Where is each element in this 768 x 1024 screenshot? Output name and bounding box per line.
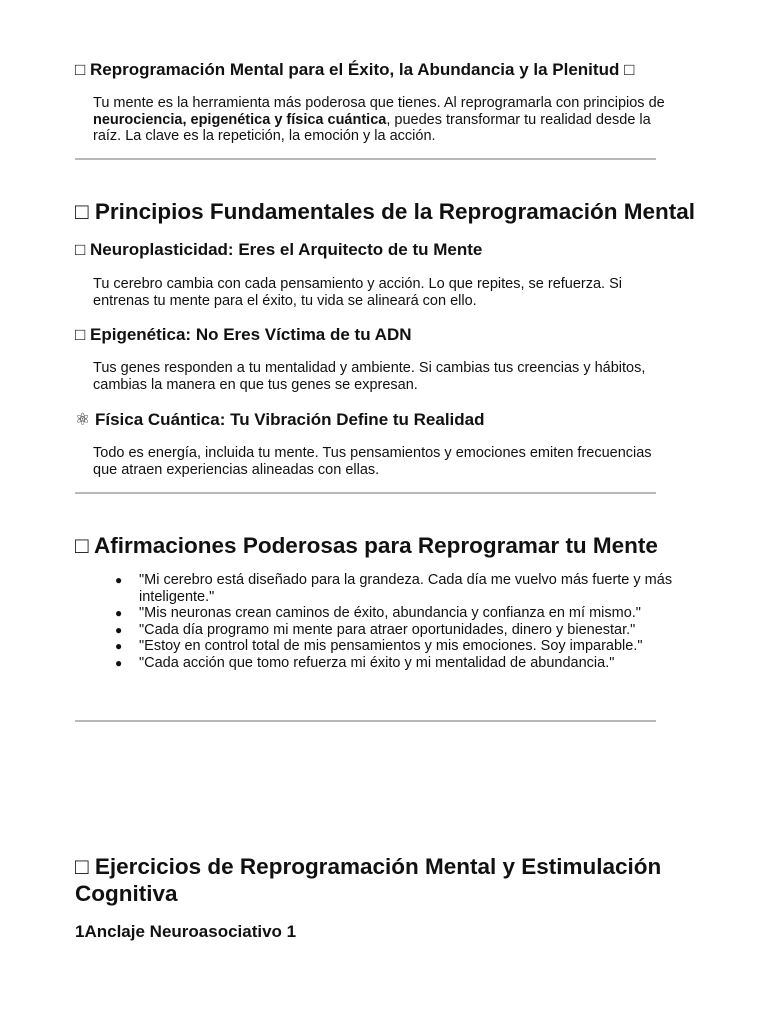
principle-title-text: Neuroplasticidad: Eres el Arquitecto de tu Mente bbox=[90, 240, 483, 259]
list-item bbox=[115, 572, 684, 605]
number-one-icon: 1 bbox=[75, 922, 85, 941]
list-item-text: "Cada acción que tomo refuerza mi éxito y mi mentalidad de abundancia." bbox=[139, 654, 615, 671]
exercise-title bbox=[75, 922, 296, 942]
list-item bbox=[115, 638, 684, 655]
principle-title bbox=[75, 410, 485, 430]
placeholder-icon: □ bbox=[75, 199, 89, 224]
list-item-text: "Estoy en control total de mis pensamientos y mis emociones. Soy imparable." bbox=[139, 638, 643, 654]
bullet-icon: ● bbox=[115, 622, 123, 637]
placeholder-icon: □ bbox=[75, 240, 86, 259]
section-divider bbox=[75, 720, 656, 722]
intro-title-text: Reprogramación Mental para el Éxito, la Abundancia y la Plenitud bbox=[90, 60, 620, 79]
principle-text: Tu cerebro cambia con cada pensamiento y acción. Lo que repites, se refuerza. Si entrenas tu mente para el éxito, tu vida se alineará con ello. bbox=[93, 276, 623, 309]
principle-text: Tus genes responden a tu mentalidad y ambiente. Si cambias tus creencias y hábitos, cambias la manera en que tus genes se expresan. bbox=[93, 360, 646, 393]
placeholder-icon: □ bbox=[624, 60, 635, 79]
principle-title-text: Epigenética: No Eres Víctima de tu ADN bbox=[90, 325, 412, 344]
placeholder-icon: □ bbox=[75, 325, 86, 344]
affirmations-heading bbox=[75, 532, 755, 559]
list-item-text: "Cada día programo mi mente para atraer oportunidades, dinero y bienestar." bbox=[139, 621, 636, 638]
affirmations-heading-text: Afirmaciones Poderosas para Reprogramar tu Mente bbox=[94, 533, 658, 558]
intro-title bbox=[75, 60, 735, 80]
affirmations-list bbox=[115, 572, 684, 671]
bullet-icon: ● bbox=[115, 639, 123, 653]
list-item bbox=[115, 654, 684, 672]
principle-title bbox=[75, 325, 412, 345]
bullet-icon: ● bbox=[115, 655, 123, 670]
intro-text-bold: neurociencia, epigenética y física cuántica bbox=[93, 111, 387, 128]
exercises-heading bbox=[75, 853, 715, 907]
intro-paragraph bbox=[93, 95, 673, 145]
principle-text: Todo es energía, incluida tu mente. Tus pensamientos y emociones emiten frecuencias que atraen experiencias alineadas con ellas. bbox=[93, 445, 652, 478]
principles-heading-text: Principios Fundamentales de la Reprogramación Mental bbox=[94, 199, 695, 224]
list-item-text: "Mi cerebro está diseñado para la grandeza. Cada día me vuelvo más fuerte y más inteligente." bbox=[139, 572, 673, 605]
principle-title-text: Física Cuántica: Tu Vibración Define tu Realidad bbox=[94, 410, 485, 429]
placeholder-icon: □ bbox=[75, 60, 86, 79]
list-item bbox=[115, 605, 684, 622]
bullet-icon: ● bbox=[115, 606, 123, 620]
placeholder-icon: □ bbox=[75, 533, 89, 558]
principle-title bbox=[75, 240, 482, 260]
placeholder-icon: □ bbox=[75, 854, 89, 879]
intro-text-before: Tu mente es la herramienta más poderosa que tienes. Al reprogramarla con principios de bbox=[93, 95, 665, 111]
section-divider bbox=[75, 158, 656, 160]
list-item bbox=[115, 621, 684, 639]
exercise-title-text: Anclaje Neuroasociativo bbox=[84, 922, 282, 941]
number-one-icon: 1 bbox=[286, 922, 297, 941]
list-item-text: "Mis neuronas crean caminos de éxito, abundancia y confianza en mí mismo." bbox=[139, 605, 641, 621]
intro-text-after: , puedes transformar tu realidad desde la raíz. La clave es la repetición, la emoción y la acción. bbox=[93, 111, 651, 144]
section-divider bbox=[75, 492, 656, 494]
exercises-heading-text: Ejercicios de Reprogramación Mental y Estimulación Cognitiva bbox=[75, 854, 662, 906]
atom-icon: ⚛ bbox=[75, 410, 91, 429]
bullet-icon: ● bbox=[115, 573, 123, 587]
principles-heading bbox=[75, 198, 755, 225]
